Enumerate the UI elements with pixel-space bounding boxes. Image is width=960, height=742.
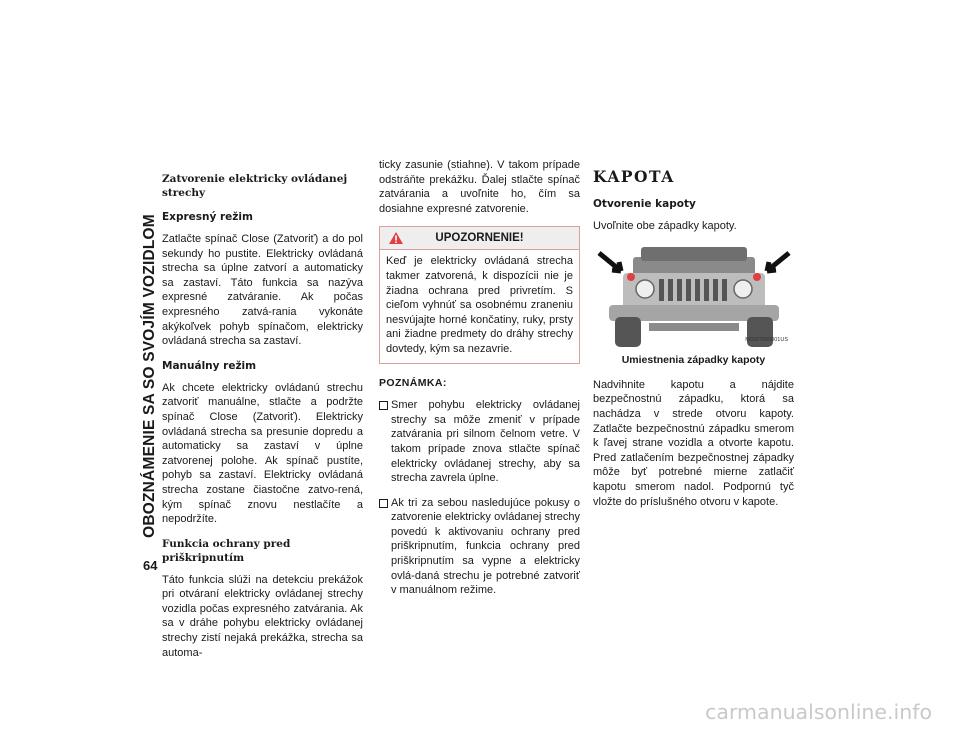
note-item-text: Smer pohybu elektricky ovládanej strechy sa môže zmeniť v prípade zatvárania pri silnom čelnom vetre. V takom prípade znova stlačte spínač elektricky ovládanej strechy, aby sa strecha zavrela úplne. xyxy=(391,399,580,485)
left-arrow-icon xyxy=(599,253,621,271)
note-item xyxy=(379,398,580,486)
paragraph-continued: ticky zasunie (stiahne). V takom prípade odstráňte prekážku. Ďalej stlačte spínač zatvárania a uvoľnite ho, čím sa dosiahne expresné zatvorenie. xyxy=(379,159,580,215)
watermark: carmanualsonline.info xyxy=(705,700,932,724)
column-1 xyxy=(162,172,363,670)
paragraph-release-latches: Uvoľnite obe západky kapoty. xyxy=(593,219,737,232)
figure-hood-latches xyxy=(593,243,794,351)
figure-code: M0337000001US xyxy=(745,336,788,343)
figure-caption: Umiestnenia západky kapoty xyxy=(621,354,766,367)
warning-header xyxy=(380,227,579,250)
note-item xyxy=(379,496,580,598)
column-3 xyxy=(593,167,794,519)
section-heading-pinch-protection: Funkcia ochrany pred priškripnutím xyxy=(162,537,291,564)
subheading-open-hood: Otvorenie kapoty xyxy=(593,197,696,210)
section-heading-roof-closing: Zatvorenie elektricky ovládanej strechy xyxy=(162,173,348,199)
column-2 xyxy=(379,158,580,608)
subheading-manual-mode: Manuálny režim xyxy=(162,359,257,372)
left-hood-latch-marker xyxy=(627,273,635,281)
checkbox-bullet-icon xyxy=(379,401,388,410)
checkbox-bullet-icon xyxy=(379,499,388,508)
warning-triangle-icon xyxy=(388,231,404,245)
note-heading: POZNÁMKA: xyxy=(379,376,447,389)
warning-box xyxy=(379,226,580,363)
warning-text: Keď je elektricky ovládaná strecha takmer zatvorená, k dispozícii nie je žiadna ochrana pred privretím. S cieľom vyhnúť sa osobnému zraneniu nesvújajte horné končatiny, ruky, prsty ani žiadne predmety do dráhy strechy dovtedy, kým sa nezavrie. xyxy=(386,255,573,355)
chapter-side-tab xyxy=(137,160,163,592)
right-arrow-icon xyxy=(767,253,789,271)
paragraph-safety-catch: Nadvihnite kapotu a nájdite bezpečnostnú západku, ktorá sa nachádza v strede otvoru kapoty. Zatlačte bezpečnostnú západku smerom k ľavej strane vozidla a otvorte kapotu. Pred zatlačením bezpečnostnej západky môže byť potrebné mierne zatlačiť kapotu smerom nadol. Podpornú tyč vložte do príslušného otvoru v kapote. xyxy=(593,378,794,508)
page-number: 64 xyxy=(143,558,158,573)
paragraph-express-mode: Zatlačte spínač Close (Zatvoriť) a do pol sekundy ho pustite. Elektricky ovládaná strecha sa úplne zatvorí a automaticky sa zastaví. Táto funkcia sa nazýva expresné zatváranie. Ak počas expresného zatvá-rania vykonáte akýkoľvek pohyb spínačom, elektricky ovládaná strecha sa zastaví. xyxy=(162,233,363,348)
paragraph-pinch-protection: Táto funkcia slúži na detekciu prekážok pri otváraní elektricky ovládanej strechy vozidla počas expresného zatvárania. Ak sa v dráhe pohybu elektricky ovládanej strechy zistí nejaká prekážka, strecha sa automa- xyxy=(162,573,363,659)
section-title-hood: KAPOTA xyxy=(593,167,675,186)
paragraph-manual-mode: Ak chcete elektricky ovládanú strechu zatvoriť manuálne, stlačte a podržte spínač Close (Zatvoriť). Elektricky ovládaná strecha sa presunie dopredu a automaticky sa zastaví v úplne zatvorenej polohe. Ak spínač pustíte, pohyb sa zastaví. Elektricky ovládaná strecha zostane čiastočne zatvo-rená, kým spínač znovu nestlačíte a nepodržíte. xyxy=(162,381,363,526)
right-hood-latch-marker xyxy=(753,273,761,281)
note-item-text: Ak tri za sebou nasledujúce pokusy o zatvorenie elektricky ovládanej strechy povedú k aktivovaniu ochrany pred priškripnutím, funkcia ochrany pred priškripnutím sa vypne a elektricky ovlá-daná strechu je potrebné zatvoriť v manuálnom režime. xyxy=(391,496,580,597)
chapter-title: OBOZNÁMENIE SA SO SVOJÍM VOZIDLOM xyxy=(141,214,158,538)
warning-title: UPOZORNENIE! xyxy=(435,232,524,245)
subheading-express-mode: Expresný režim xyxy=(162,211,253,223)
